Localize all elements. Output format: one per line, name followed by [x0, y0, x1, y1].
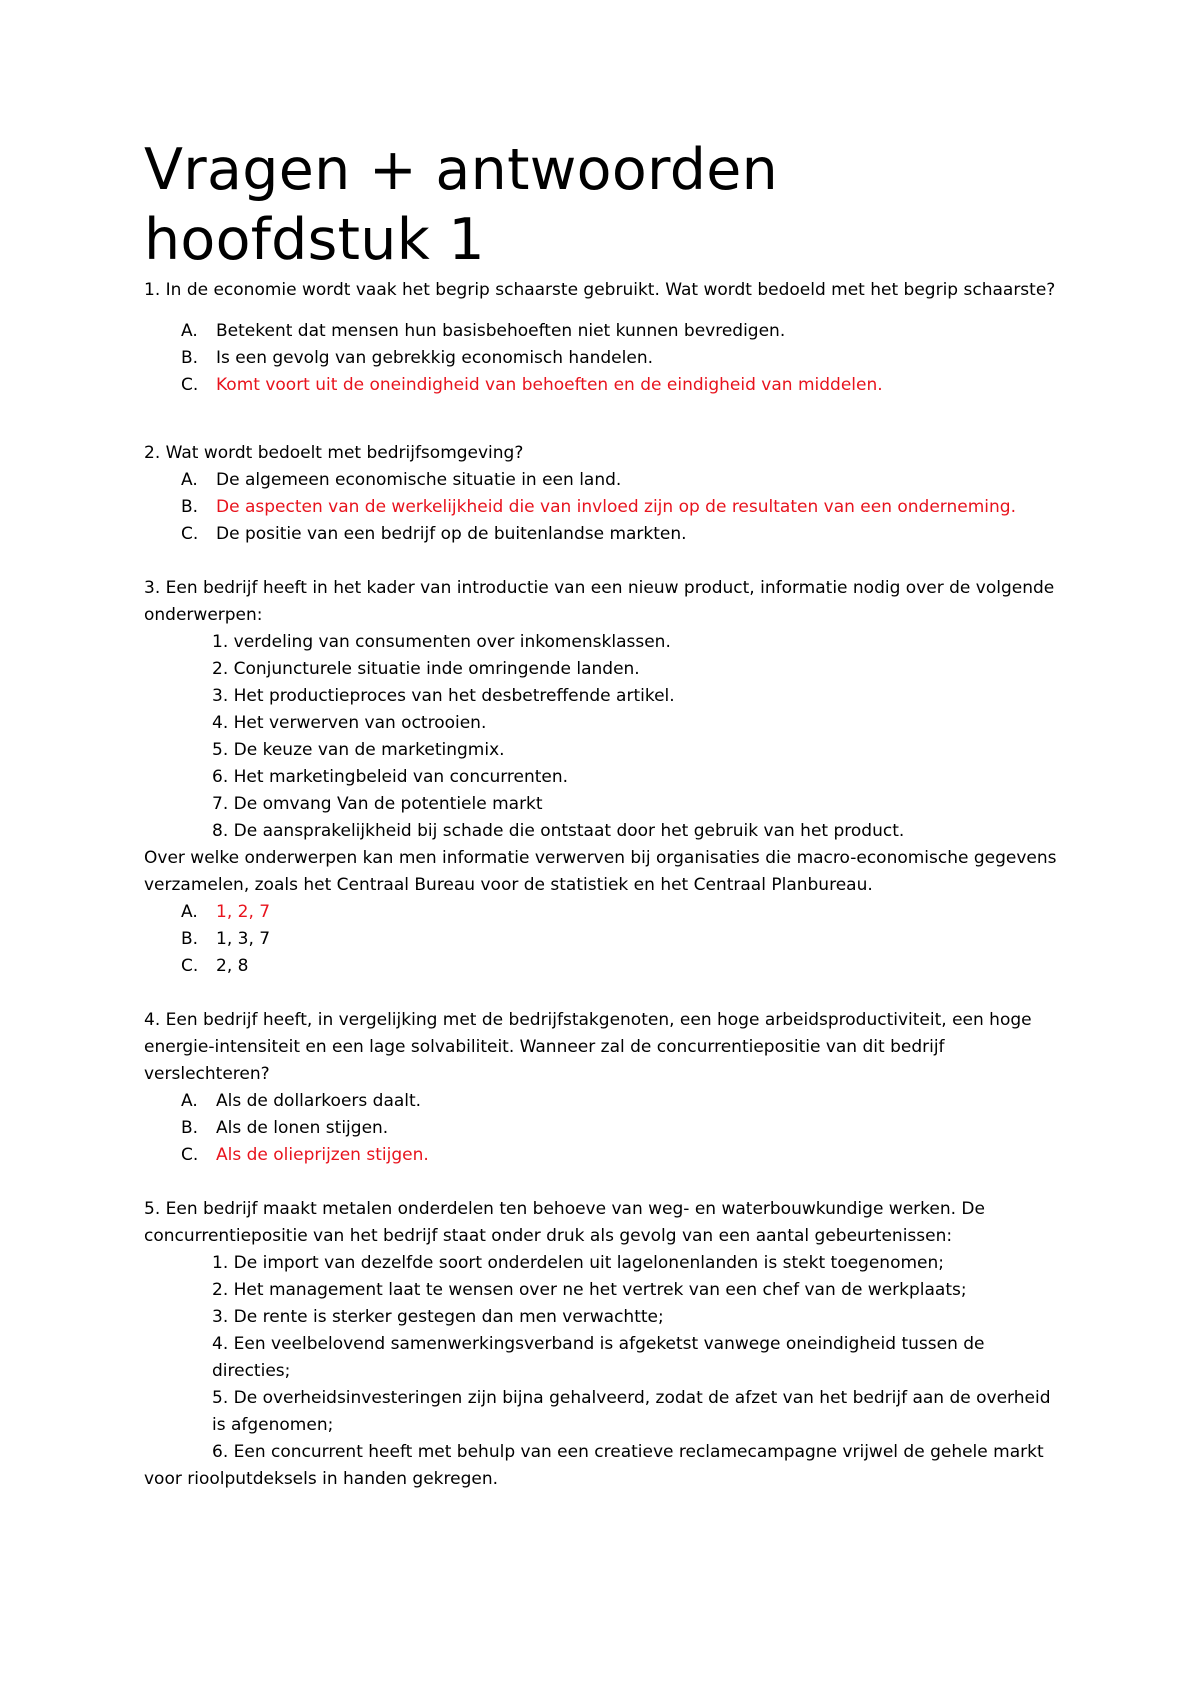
question-1-text: 1. In de economie wordt vaak het begrip schaarste gebruikt. Wat wordt bedoeld met het begrip schaarste?	[144, 280, 1056, 300]
topic-item: 6. Het marketingbeleid van concurrenten.	[212, 767, 569, 787]
option-b: B. 1, 3, 7	[181, 929, 271, 949]
option-b: B. Is een gevolg van gebrekkig economisch handelen.	[181, 348, 654, 368]
question-3-options	[144, 899, 1064, 980]
option-b-answer: B. De aspecten van de werkelijkheid die van invloed zijn op de resultaten van een onderneming.	[181, 497, 1016, 517]
option-a: A. Betekent dat mensen hun basisbehoeften niet kunnen bevredigen.	[181, 321, 786, 341]
event-item-last: 6. Een concurrent heeft met behulp van een creatieve reclamecampagne vrijwel de gehele markt voor rioolputdeksels in handen gekregen.	[144, 1442, 1044, 1489]
event-item: 1. De import van dezelfde soort onderdelen uit lagelonenlanden is stekt toegenomen;	[212, 1253, 945, 1273]
question-5-text: 5. Een bedrijf maakt metalen onderdelen ten behoeve van weg- en waterbouwkundige werken. De concurrentiepositie van het bedrijf staat onder druk als gevolg van een aantal gebeurtenissen:	[144, 1199, 985, 1246]
option-c: C. 2, 8	[181, 956, 249, 976]
question-5-events	[144, 1250, 1064, 1439]
question-3-text: 3. Een bedrijf heeft in het kader van introductie van een nieuw product, informatie nodig over de volgende onderwerpen:	[144, 578, 1055, 625]
document-page	[144, 135, 1064, 1493]
topic-item: 8. De aansprakelijkheid bij schade die ontstaat door het gebruik van het product.	[212, 821, 905, 841]
topic-item: 4. Het verwerven van octrooien.	[212, 713, 487, 733]
option-a: A. Als de dollarkoers daalt.	[181, 1091, 422, 1111]
question-2-text: 2. Wat wordt bedoelt met bedrijfsomgeving?	[144, 443, 524, 463]
topic-item: 1. verdeling van consumenten over inkomensklassen.	[212, 632, 671, 652]
topic-item: 3. Het productieproces van het desbetreffende artikel.	[212, 686, 675, 706]
question-3-topics	[144, 629, 1064, 845]
option-a-answer: A. 1, 2, 7	[181, 902, 271, 922]
option-c-answer: C. Als de olieprijzen stijgen.	[181, 1145, 429, 1165]
option-b: B. Als de lonen stijgen.	[181, 1118, 389, 1138]
event-item: 3. De rente is sterker gestegen dan men verwachtte;	[212, 1307, 664, 1327]
question-2-options	[144, 467, 1064, 548]
question-1-options	[144, 318, 1064, 399]
page-title: Vragen + antwoorden hoofdstuk 1	[144, 137, 779, 273]
question-4-text: 4. Een bedrijf heeft, in vergelijking met de bedrijfstakgenoten, een hoge arbeidsproductiviteit, een hoge energie-intensiteit en een lage solvabiliteit. Wanneer zal de concurrentiepositie van dit bedrijf verslechteren?	[144, 1010, 1032, 1084]
topic-item: 5. De keuze van de marketingmix.	[212, 740, 505, 760]
option-c-answer: C. Komt voort uit de oneindigheid van behoeften en de eindigheid van middelen.	[181, 375, 883, 395]
option-a: A. De algemeen economische situatie in een land.	[181, 470, 622, 490]
event-item: 4. Een veelbelovend samenwerkingsverband is afgeketst vanwege oneindigheid tussen de directies;	[212, 1334, 985, 1381]
question-3-followup: Over welke onderwerpen kan men informatie verwerven bij organisaties die macro-economische gegevens verzamelen, zoals het Centraal Bureau voor de statistiek en het Centraal Planbureau.	[144, 848, 1057, 895]
event-item: 2. Het management laat te wensen over ne het vertrek van een chef van de werkplaats;	[212, 1280, 967, 1300]
option-c: C. De positie van een bedrijf op de buitenlandse markten.	[181, 524, 687, 544]
question-4-options	[144, 1088, 1064, 1169]
event-item: 5. De overheidsinvesteringen zijn bijna gehalveerd, zodat de afzet van het bedrijf aan de overheid is afgenomen;	[212, 1388, 1051, 1435]
topic-item: 2. Conjuncturele situatie inde omringende landen.	[212, 659, 640, 679]
topic-item: 7. De omvang Van de potentiele markt	[212, 794, 543, 814]
